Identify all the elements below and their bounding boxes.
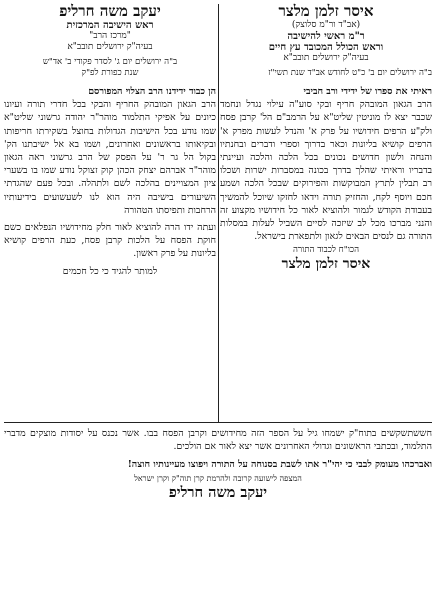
right-approbation bbox=[220, 0, 432, 273]
bottom-blessing: המצפה לישועה קרובה ולהרמת קרן תוה"ק וקרן ישראל bbox=[134, 474, 302, 484]
left-approbation bbox=[4, 0, 216, 278]
right-closing: הכו"ח לכבוד התורה bbox=[292, 245, 360, 256]
left-body: הרב הגאון המובהק החריף והבקי בכל חדרי תורה ועיונו כיונים על אפיקי התלמוד מוהר"ר יהודה גרשוני שליט"א שמו נודע בכל הישיבות הגדולות בחוצל בשקירתו חריפותו ובקיאותו בראשונים ואחרונים, ושמו בא אל ישיבתנו הק' בקול הל גר ר' על הפסק של הרב גרשוני ראה הגאון מוהר"ר אברהם יצחק הכהן קוק זצוקל נודע שמו בו בשערי ציון המצויינים בהלכה לשם ולתהלה. ובכל פעם שהגדתי השיעורים בישיבה היה הוא לנו לשעשועים בידיעותיו הרחבות ותפיסתו הטהורה bbox=[4, 99, 216, 216]
left-title-line-2: "מרכז הרב" bbox=[89, 31, 131, 41]
left-author-name: יעקב משה חרליפ bbox=[59, 2, 161, 20]
bottom-paragraph-1: חששתשקשים בתוח"ק ישמחו גיל על הספר הזה מחידושים וקרבן הפסח בבו. אשר נכנס על יסודות מוצקים מדברי התלמוד, ובכתבי הראשונים וגדולי האחרונים אשר יצא לאור אם הולכים. bbox=[4, 428, 432, 453]
right-title-line-3: וראש הכולל המכובד עץ חיים bbox=[268, 42, 384, 53]
bottom-section bbox=[4, 422, 432, 596]
right-date: ב"ה ירושלים יום ב' כ"ט לחודש אב"ד שנת תשי"ז bbox=[268, 68, 432, 78]
left-date-1: ב"ה ירושלים יום ג' לסדר פקודי ב' אד"ש bbox=[42, 57, 178, 67]
bottom-signature: יעקב משה חרליפ bbox=[168, 484, 268, 502]
right-title-line-4: בעיה"ק ירושלים תובב"א bbox=[283, 53, 369, 63]
right-body: הרב הגאון המובהק חריף ובקי סוע"ה עילוי נגדל ונחמד שכבר יצא לו מוניטין שליט"א על הרמב"ם הל' קרבן פסח ולק"ע הרפים חידושיו על פרק א' והנדל לעשות מפרק א' הרפים קושיא בליונות וכאר בדרוך וספרי ודברים ובחנתיו והנחה ולשון חדושים נכונים בכל הלכה והלכה ועיינתי בדבריו וראיתי שהלך בדרך בכונה במסברות ישרות ושכלו רב תבלין לתרץ המבוקשות והפירוקים שבכל הלכה ושמע חכם ויוסף לקח, והחזיק תורה וידאו לחזקו שיוכל להמשיך בעבודת הקודש לגמור ולהוציא לאור כל חידושיו מקצוע זה והנני מברכו מכל לב שיזכה לסיים השביל לעלות במסלות התורה גם לנסים הבאים לגאון ולתפארת בישראל. bbox=[220, 99, 432, 243]
bottom-paragraph-2: ואברכהו מעומק לבבי כי יהי"ר אתו לשבת בסנוחה על התורה ויפוצו מעיינותיו חוצה! bbox=[127, 458, 432, 470]
left-title-line-1: ראש הישיבה המרכזית bbox=[66, 20, 154, 31]
column-divider bbox=[218, 4, 219, 422]
left-opening: הן כבוד ידידנו הרב הצלוי המפורסם bbox=[88, 86, 216, 97]
left-paragraph-3: למותר להגיד כי כל חכמים bbox=[62, 265, 158, 277]
right-title-line-2: ר"מ ראשי להישיבה bbox=[287, 31, 365, 42]
left-date-2: שנת כפורת לפ"ק bbox=[81, 68, 139, 78]
bottom-rule bbox=[4, 422, 432, 423]
right-author-name: איסר זלמן מלצר bbox=[278, 2, 374, 20]
left-title-line-3: בעיה"ק ירושלים תובב"א bbox=[67, 42, 153, 52]
left-paragraph-2: ועתה ידו הרה להוציא לאור חלק מחידושיו הנפלאים כשם חוקת הפסח על הלכות קרבן פסח, כעת הרפים קושיא בליונות על פרק ראשון. bbox=[4, 222, 216, 260]
right-signature: איסר זלמן מלצר bbox=[281, 256, 371, 273]
right-title-line-1: (אב"ד ור"מ סלוצק) bbox=[291, 20, 361, 30]
right-opening: ראיתי את ספרו של ידידי ורב חביבי bbox=[303, 86, 432, 97]
left-letter bbox=[4, 85, 216, 278]
right-letter bbox=[220, 85, 432, 243]
